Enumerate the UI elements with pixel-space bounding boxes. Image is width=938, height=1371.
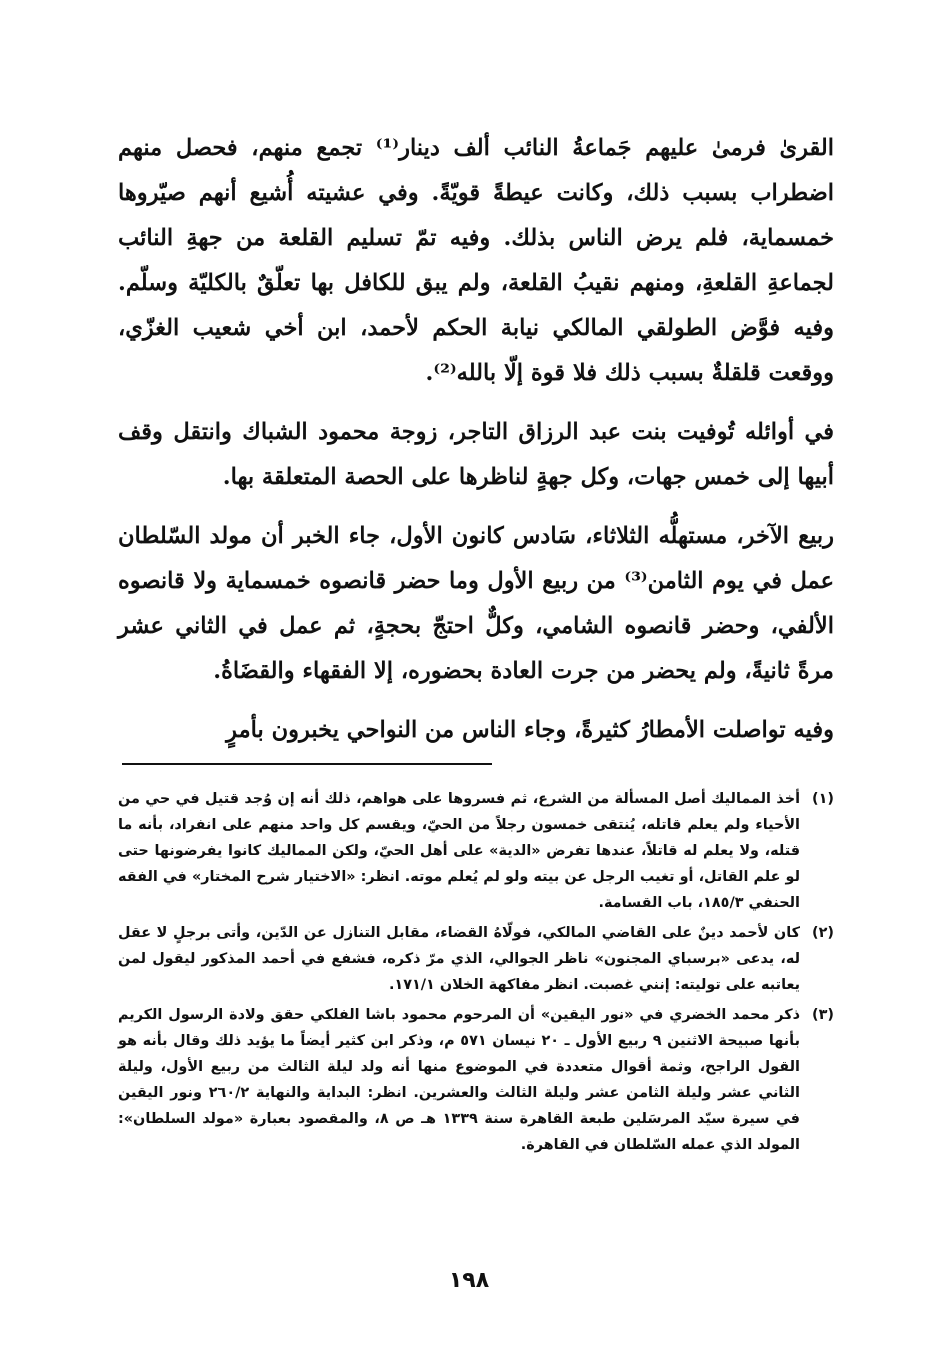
footnote-2-mark: (٢)	[812, 925, 834, 941]
footnote-3-mark: (٣)	[812, 1007, 834, 1023]
footnote-1-mark: (١)	[812, 791, 834, 807]
footnotes	[118, 786, 834, 1162]
paragraph-4: وفيه تواصلت الأمطارُ كثيرةً، وجاء الناس من النواحي يخبرون بأمرٍ	[226, 717, 834, 743]
footnote-3	[118, 1002, 834, 1158]
footnote-2-text: كان لأحمد دينٌ على القاضي المالكي، فولّاهُ القضاء، مقابل التنازل عن الدّين، وأتى برجلٍ لا عقل له، يدعى «برسباي المجنون» ناظر الجوالي، الذي مرّ ذكره، فشفع في أحمد المذكور ليقول لمن يعاتبه على توليته: إنني غصبت. انظر مفاكهة الخلان ١٧١/١.	[118, 925, 800, 993]
footnote-1-text: أخذ المماليك أصل المسألة من الشرع، ثم فسروها على هواهم، ذلك أنه إن وُجد قتيل في حي من الأحياء ولم يعلم قاتله، يُنتقى خمسون رجلاً من الحيّ، ويقسم كل واحد منهم على انفراد، بأنه ما قتله، ولا يعلم له قاتلاً، عندها تفرض «الدية» على أهل الحيّ، ولكن المماليك كانوا يفرضونها حتى لو علم القاتل، أو تغيب الرجل عن بيته ولو لم يُعلم موته. انظر: «الاختيار شرح المختار» في الفقه الحنفي ١٨٥/٣، باب القسامة.	[118, 791, 800, 911]
footnote-3-text: ذكر محمد الخضري في «نور اليقين» أن المرحوم محمود باشا الفلكي حقق ولادة الرسول الكريم بأنها صبيحة الاثنين ٩ ربيع الأول ـ ٢٠ نيسان ٥٧١ م، وذكر ابن كثير أيضاً ما يؤيد ذلك وقال بأنه هو القول الراجح، وثمة أقوال متعددة في الموضوع منها أنه ولد ليلة الثالث من ربيع الأول، وليلة الثاني عشر وليلة الثامن عشر وليلة الثالث والعشرين. انظر: البداية والنهاية ٢٦٠/٢ ونور اليقين في سيرة سيّد المرسَلين طبعة القاهرة سنة ١٣٣٩ هـ ص ٨، والمقصود بعبارة «مولد السلطان»: المولد الذي عمله السّلطان في القاهرة.	[118, 1007, 800, 1153]
page-number: ١٩٨	[448, 1268, 490, 1293]
main-text	[118, 126, 834, 753]
footnote-1	[118, 786, 834, 916]
footnote-2	[118, 920, 834, 998]
paragraph-3: ربيع الآخر، مستهلُّه الثلاثاء، سَادس كانون الأول، جاء الخبر أن مولد السّلطان عمل في يوم الثامن⁽³⁾ من ربيع الأول وما حضر قانصوه خمسماية ولا قانصوه الألفي، وحضر قانصوه الشامي، وكلٌّ احتجّ بحجةٍ، ثم عمل في الثاني عشر مرةً ثانيةً، ولم يحضر من جرت العادة بحضوره، إلا الفقهاء والقضَاةُ.	[118, 523, 834, 684]
paragraph-1: القرىٰ فرمىٰ عليهم جَماعةُ النائب ألف دينار⁽¹⁾ تجمع منهم، فحصل منهم اضطراب بسبب ذلك، وكانت عيطةً قويّةً. وفي عشيته أُشيع أنهم صيّروها خمسماية، فلم يرض الناس بذلك. وفيه تمّ تسليم القلعة من جهةِ النائب لجماعةِ القلعةِ، ومنهم نقيبُ القلعة، ولم يبق للكافل بها تعلّقٌ بالكليّة وسلّم. وفيه فوَّض الطولقي المالكي نيابة الحكم لأحمد، ابن أخي شعيب الغزّي، ووقعت قلقلةٌ بسبب ذلك فلا قوة إلّا بالله⁽²⁾.	[118, 135, 834, 386]
footnote-separator	[122, 763, 492, 765]
paragraph-2: في أوائله تُوفيت بنت عبد الرزاق التاجر، زوجة محمود الشباك وانتقل وقف أبيها إلى خمس جهات، وكل جهةٍ لناظرها على الحصة المتعلقة بها.	[118, 419, 834, 490]
